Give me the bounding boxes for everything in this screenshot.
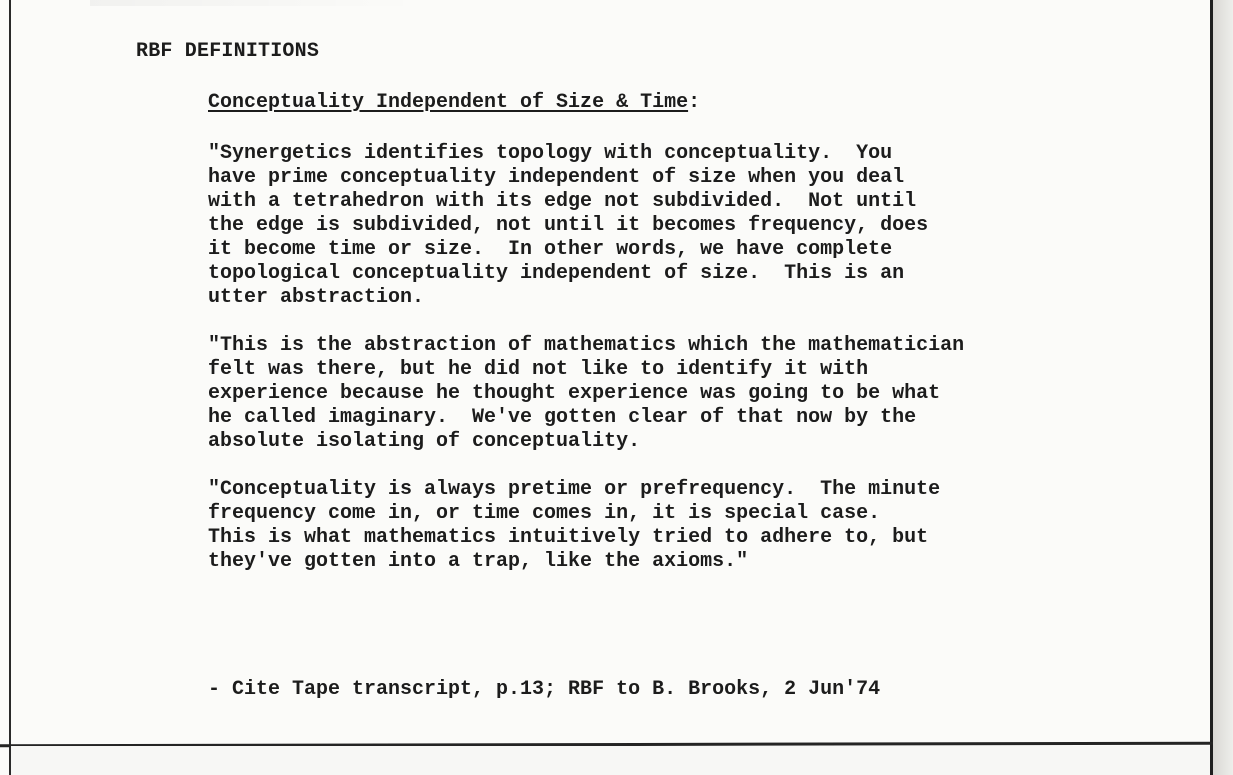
paper-smudge bbox=[90, 0, 420, 6]
next-card-strip bbox=[11, 746, 1210, 775]
card-left-border bbox=[9, 0, 11, 775]
quote-paragraph-2 bbox=[208, 334, 964, 454]
quote-line: "Conceptuality is always pretime or prefrequency. The minute bbox=[208, 478, 941, 501]
quote-line: they've gotten into a trap, like the axioms." bbox=[208, 550, 749, 573]
quote-line: the edge is subdivided, not until it becomes frequency, does bbox=[208, 214, 929, 237]
quote-paragraph-1 bbox=[208, 142, 928, 310]
quote-line: "Synergetics identifies topology with conceptuality. You bbox=[208, 142, 893, 165]
quote-line: "This is the abstraction of mathematics which the mathematician bbox=[208, 334, 965, 357]
entry-heading-text: Conceptuality Independent of Size & Time bbox=[208, 91, 689, 114]
quote-line: frequency come in, or time comes in, it is special case. bbox=[208, 502, 881, 525]
quote-line: absolute isolating of conceptuality. bbox=[208, 430, 641, 453]
quote-paragraph-3 bbox=[208, 478, 940, 574]
quote-line: utter abstraction. bbox=[208, 286, 425, 309]
entry-heading bbox=[208, 91, 700, 114]
quote-line: experience because he thought experience was going to be what bbox=[208, 382, 941, 405]
quote-line: have prime conceptuality independent of size when you deal bbox=[208, 166, 905, 189]
card-edge-shadow bbox=[1213, 0, 1233, 775]
quote-line: felt was there, but he did not like to identify it with bbox=[208, 358, 869, 381]
quote-line: This is what mathematics intuitively tried to adhere to, but bbox=[208, 526, 929, 549]
citation: - Cite Tape transcript, p.13; RBF to B. Brooks, 2 Jun'74 bbox=[208, 678, 881, 701]
quote-line: topological conceptuality independent of size. This is an bbox=[208, 262, 905, 285]
section-title: RBF DEFINITIONS bbox=[136, 40, 320, 63]
entry-heading-colon: : bbox=[688, 91, 701, 114]
quote-line: he called imaginary. We've gotten clear of that now by the bbox=[208, 406, 917, 429]
quote-line: with a tetrahedron with its edge not subdivided. Not until bbox=[208, 190, 917, 213]
quote-line: it become time or size. In other words, we have complete bbox=[208, 238, 893, 261]
